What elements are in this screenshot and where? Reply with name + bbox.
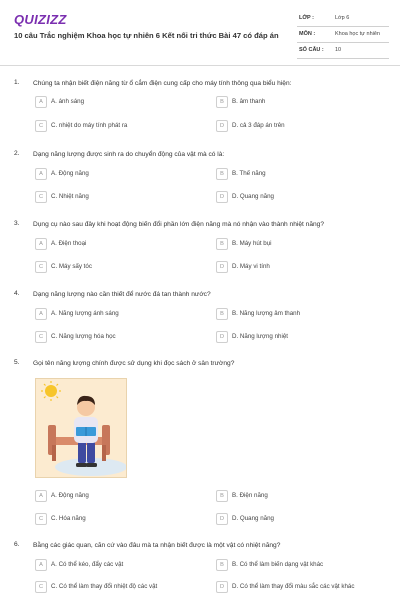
option-letter-badge: C [35, 331, 47, 343]
option-text: B. Thế năng [232, 170, 266, 177]
meta-key: LỚP : [299, 15, 314, 21]
question-text: Chúng ta nhận biết điện năng từ ổ cắm điện cung cấp cho máy tính thông qua biểu hiện: [33, 80, 292, 87]
question-text: Dạng năng lượng được sinh ra do chuyển động của vật mà có là: [33, 151, 225, 158]
meta-value: 10 [335, 47, 342, 53]
option-a[interactable] [35, 238, 197, 252]
worksheet-title: 10 câu Trắc nghiệm Khoa học tự nhiên 6 Kết nối tri thức Bài 47 có đáp án [14, 31, 279, 40]
option-c[interactable] [35, 513, 197, 527]
option-a[interactable] [35, 168, 197, 182]
option-c[interactable] [35, 581, 197, 595]
option-letter-badge: D [216, 261, 228, 273]
option-text: A. Điện thoại [51, 240, 87, 247]
meta-key: MÔN : [299, 31, 316, 37]
option-text: A. Động năng [51, 170, 89, 177]
option-text: D. Năng lượng nhiệt [232, 333, 289, 340]
option-text: D. cả 3 đáp án trên [232, 122, 285, 129]
worksheet-header [0, 0, 400, 66]
option-d[interactable] [216, 331, 378, 345]
option-text: C. Có thể làm thay đổi nhiệt độ các vật [51, 583, 158, 590]
meta-value: Lớp 6 [335, 15, 350, 21]
option-text: B. Có thể làm biến dạng vật khác [232, 561, 324, 568]
option-text: A. ánh sáng [51, 98, 85, 105]
option-letter-badge: B [216, 238, 228, 250]
option-text: D. Quang năng [232, 515, 274, 522]
option-a[interactable] [35, 490, 197, 504]
option-d[interactable] [216, 513, 378, 527]
option-letter-badge: B [216, 168, 228, 180]
option-letter-badge: A [35, 238, 47, 250]
option-d[interactable] [216, 581, 378, 595]
option-b[interactable] [216, 308, 378, 322]
option-b[interactable] [216, 168, 378, 182]
option-text: C. nhiệt do máy tính phát ra [51, 122, 128, 129]
question-number: 1. [14, 79, 20, 86]
option-letter-badge: B [216, 490, 228, 502]
reading-boy-illustration [35, 378, 127, 478]
option-d[interactable] [216, 120, 378, 134]
option-a[interactable] [35, 559, 197, 573]
option-text: D. Có thể làm thay đổi màu sắc các vật khác [232, 583, 355, 590]
option-b[interactable] [216, 238, 378, 252]
meta-key: SỐ CÂU : [299, 47, 324, 53]
quizizz-logo: QUIZIZZ [14, 12, 67, 27]
option-letter-badge: D [216, 581, 228, 593]
option-d[interactable] [216, 261, 378, 275]
option-b[interactable] [216, 559, 378, 573]
option-text: C. Năng lượng hóa học [51, 333, 116, 340]
option-letter-badge: A [35, 308, 47, 320]
option-b[interactable] [216, 490, 378, 504]
option-d[interactable] [216, 191, 378, 205]
option-letter-badge: B [216, 96, 228, 108]
option-text: A. Động năng [51, 492, 89, 499]
reading-boy-image [36, 379, 127, 478]
meta-row-count [297, 43, 389, 59]
option-letter-badge: D [216, 331, 228, 343]
meta-table [297, 11, 389, 59]
option-letter-badge: C [35, 120, 47, 132]
option-c[interactable] [35, 261, 197, 275]
question-text: Gọi tên năng lượng chính được sử dụng khi đọc sách ở sân trường? [33, 360, 235, 367]
option-a[interactable] [35, 96, 197, 110]
option-letter-badge: C [35, 581, 47, 593]
option-c[interactable] [35, 191, 197, 205]
question-number: 6. [14, 541, 20, 548]
option-c[interactable] [35, 120, 197, 134]
option-letter-badge: A [35, 96, 47, 108]
option-letter-badge: A [35, 559, 47, 571]
option-text: A. Có thể kéo, đẩy các vật [51, 561, 124, 568]
question-number: 2. [14, 150, 20, 157]
option-text: C. Nhiệt năng [51, 193, 89, 200]
option-text: B. Điện năng [232, 492, 268, 499]
option-letter-badge: D [216, 513, 228, 525]
option-text: D. Máy vi tính [232, 263, 270, 270]
meta-value: Khoa học tự nhiên [335, 31, 380, 37]
option-letter-badge: C [35, 191, 47, 203]
option-text: B. Năng lượng âm thanh [232, 310, 301, 317]
option-text: C. Máy sấy tóc [51, 263, 92, 270]
question-number: 4. [14, 290, 20, 297]
option-c[interactable] [35, 331, 197, 345]
option-letter-badge: D [216, 120, 228, 132]
question-text: Bằng các giác quan, căn cứ vào đâu mà ta nhận biết được là một vật có nhiệt năng? [33, 542, 281, 549]
option-letter-badge: A [35, 490, 47, 502]
question-number: 5. [14, 359, 20, 366]
sun-icon [41, 381, 61, 401]
question-text: Dụng cụ nào sau đây khi hoạt động biến đổi phần lớn điện năng mà nó nhận vào thành nhiệt năng? [33, 221, 325, 228]
option-letter-badge: C [35, 513, 47, 525]
option-a[interactable] [35, 308, 197, 322]
option-text: D. Quang năng [232, 193, 274, 200]
option-letter-badge: B [216, 308, 228, 320]
question-text: Dạng năng lượng nào cần thiết để nước đá tan thành nước? [33, 291, 211, 298]
option-letter-badge: D [216, 191, 228, 203]
option-letter-badge: A [35, 168, 47, 180]
option-text: B. âm thanh [232, 98, 266, 105]
meta-row-subject [297, 27, 389, 43]
option-b[interactable] [216, 96, 378, 110]
question-number: 3. [14, 220, 20, 227]
option-text: B. Máy hút bụi [232, 240, 272, 247]
option-text: A. Năng lượng ánh sáng [51, 310, 119, 317]
meta-row-grade [297, 11, 389, 27]
option-text: C. Hóa năng [51, 515, 86, 522]
option-letter-badge: B [216, 559, 228, 571]
option-letter-badge: C [35, 261, 47, 273]
